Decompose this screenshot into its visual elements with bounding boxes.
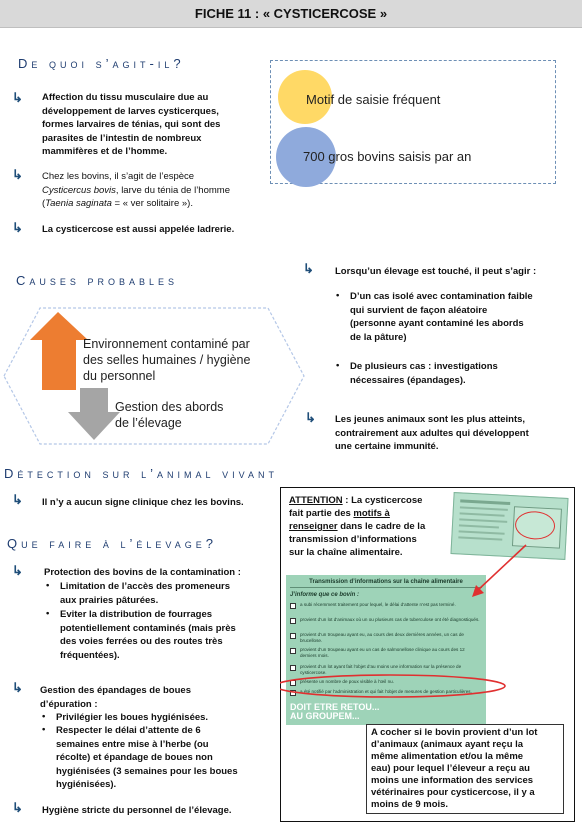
protection-heading: Protection des bovins de la contamination : <box>44 567 241 578</box>
sludge-line: Respecter le délai d’attente de 6 <box>56 725 201 736</box>
attention-label: ATTENTION <box>289 495 343 506</box>
bullet-icon: • <box>42 724 46 735</box>
arrow-icon: ↳ <box>303 261 314 276</box>
orange-up-arrow-icon <box>30 312 88 390</box>
form-line: a été notifié par l’administration et qui fait l’objet de mesures de gestion particulières. <box>300 689 472 694</box>
section-title-what: De quoi s’agit-il? <box>18 56 185 71</box>
sludge-line: récolte) et épandage de boues non <box>56 752 213 763</box>
young-line: contrairement aux adultes qui développent <box>335 427 529 439</box>
cause-line: Gestion des abords <box>115 400 224 414</box>
form-line-cysticercose: provient d’un lot ayant fait l’objet d’au moins une information sur la présence de cysticercose. <box>300 664 462 675</box>
note-line: moins une information des services <box>371 775 534 786</box>
bullet-icon: • <box>336 360 340 371</box>
case-isolated <box>350 290 545 344</box>
bullet-icon: • <box>42 711 46 722</box>
young-line: une certaine immunité. <box>335 441 439 452</box>
sludge-hygienised: Privilégier les boues hygiénisées. <box>56 712 209 723</box>
cause-environment <box>83 336 293 384</box>
protection-forage <box>60 608 250 662</box>
arrow-icon: ↳ <box>12 680 23 695</box>
highlight-ellipse <box>280 675 505 697</box>
cause-line: des selles humaines / hygiène <box>83 353 251 367</box>
case-line: D’un cas isolé avec contamination faible <box>350 291 533 302</box>
arrow-icon: ↳ <box>12 167 23 182</box>
bullet-icon: • <box>46 608 50 619</box>
note-line: même alimentation et/ou la même <box>371 751 524 762</box>
note-line: vétérinaires pour cysticercose, il y a <box>371 787 535 798</box>
species-text: ( <box>42 198 46 209</box>
form-line: provient d’un troupeau ayant eu un cas de salmonellose clinique au cours des 12 derniers mois. <box>300 647 465 658</box>
note-line: A cocher si le bovin provient d’un lot <box>371 727 538 738</box>
sludge-line: hygiénisées). <box>56 779 117 790</box>
sludge-line: Gestion des épandages de boues <box>40 685 191 696</box>
case-multiple <box>350 360 545 387</box>
protection-line: Limitation de l’accès des promeneurs <box>60 581 230 592</box>
red-arrow-line <box>478 545 526 590</box>
protection-line: potentiellement contaminés (mais près <box>60 622 236 634</box>
form-line: présente un nombre de poux visible à l’œil nu. <box>300 679 394 684</box>
form-bottom-line: AU GROUPEM... <box>290 711 360 721</box>
ladrerie-text: La cysticercose est aussi appelée ladrerie. <box>42 224 235 235</box>
form-line: a subi récemment traitement pour lequel, le délai d’attente n’est pas terminé. <box>300 602 456 607</box>
form-bottom-line: DOIT ETRE RETOU... <box>290 702 380 712</box>
case-line: qui survient de façon aléatoire <box>350 304 488 316</box>
grey-down-arrow-icon <box>68 388 120 440</box>
attention-underlined: renseigner <box>289 521 338 532</box>
form-line: provient d’un lot d’animaux où un ou plusieurs cas de tuberculose ont été diagnostiqués. <box>300 617 480 622</box>
section-title-detection: Détection sur l’animal vivant <box>4 466 278 481</box>
form-line: provient d’un troupeau ayant eu, au cours des deux dernières années, un cas de brucellose. <box>300 632 464 643</box>
protection-line: Eviter la distribution de fourrages <box>60 609 213 620</box>
definition-line: parasites de l’intestin de nombreux <box>42 132 202 144</box>
form-title: Transmission d’informations sur la chaîne alimentaire <box>290 579 482 588</box>
case-line: (personne ayant contaminé les abords <box>350 318 524 329</box>
attention-line: sur la chaîne alimentaire. <box>289 547 403 558</box>
bullet-icon: • <box>46 580 50 591</box>
species-text: = « ver solitaire »). <box>111 198 193 209</box>
species-paragraph <box>42 170 248 211</box>
staff-hygiene: Hygiène stricte du personnel de l’élevage. <box>42 805 232 816</box>
attention-line: transmission d’informations <box>289 534 417 545</box>
species-text: , larve du ténia de l’homme <box>115 184 230 196</box>
sludge-delay <box>56 724 250 792</box>
taenia-name: Taenia saginata <box>45 198 112 209</box>
note-line: d’animaux (animaux ayant reçu la <box>371 739 524 750</box>
definition-paragraph <box>42 91 248 159</box>
page-title: FICHE 11 : « CYSTICERCOSE » <box>194 6 388 21</box>
attention-line: dans le cadre de la <box>337 521 426 532</box>
arrow-icon: ↳ <box>12 220 23 235</box>
sludge-heading <box>40 684 250 711</box>
note-text <box>371 727 560 811</box>
definition-line: Affection du tissu musculaire due au <box>42 92 209 103</box>
cause-line: Environnement contaminé par <box>83 337 250 351</box>
section-title-action: Que faire à l’élevage? <box>7 536 217 551</box>
definition-line: formes larvaires de ténias, qui sont des <box>42 119 221 130</box>
cause-line: de l’élevage <box>115 416 182 430</box>
species-name: Cysticercus bovis <box>42 184 116 196</box>
protection-line: aux prairies pâturées. <box>60 594 159 606</box>
sludge-line: d’épuration : <box>40 698 98 710</box>
arrow-icon: ↳ <box>305 410 316 425</box>
note-line: moins de 9 mois. <box>371 799 449 810</box>
case-line: de la pâture) <box>350 331 407 343</box>
outbreak-intro: Lorsqu’un élevage est touché, il peut s’agir : <box>335 266 537 277</box>
attention-line: fait partie des <box>289 508 354 519</box>
attention-line: : La cysticercose <box>342 495 423 506</box>
definition-line: développement de larves cysticerques, <box>42 105 219 117</box>
case-line: nécessaires (épandages). <box>350 374 466 386</box>
arrow-icon: ↳ <box>12 90 23 105</box>
definition-line: mammifères et de l’homme. <box>42 146 168 157</box>
form-subtitle: J’informe que ce bovin : <box>290 592 360 598</box>
young-line: Les jeunes animaux sont les plus atteints, <box>335 414 526 425</box>
protection-line: fréquentées). <box>60 649 120 661</box>
case-line: De plusieurs cas : investigations <box>350 361 498 372</box>
protection-line: des voies ferrées ou des routes très <box>60 636 223 647</box>
note-line: eau) pour lequel l’éleveur a reçu au <box>371 763 530 774</box>
protection-walkers <box>60 580 250 607</box>
section-title-causes: Causes probables <box>16 273 179 288</box>
attention-underlined: motifs à <box>353 508 390 519</box>
cause-line: du personnel <box>83 369 156 383</box>
sludge-line: semaines entre mise à l’herbe (ou <box>56 738 209 750</box>
sludge-line: hygiénisées (3 semaines pour les boues <box>56 765 238 777</box>
bullet-icon: • <box>336 290 340 301</box>
cause-abords <box>115 399 275 431</box>
stat-count: 700 gros bovins saisis par an <box>303 149 472 164</box>
species-text: Chez les bovins, il s’agit de l’espèce <box>42 171 195 182</box>
young-animals <box>335 413 550 454</box>
stat-frequent: Motif de saisie fréquent <box>306 92 441 107</box>
arrow-icon: ↳ <box>12 563 23 578</box>
arrow-icon: ↳ <box>12 492 23 507</box>
no-clinical-sign: Il n’y a aucun signe clinique chez les bovins. <box>42 497 244 508</box>
arrow-icon: ↳ <box>12 800 23 815</box>
